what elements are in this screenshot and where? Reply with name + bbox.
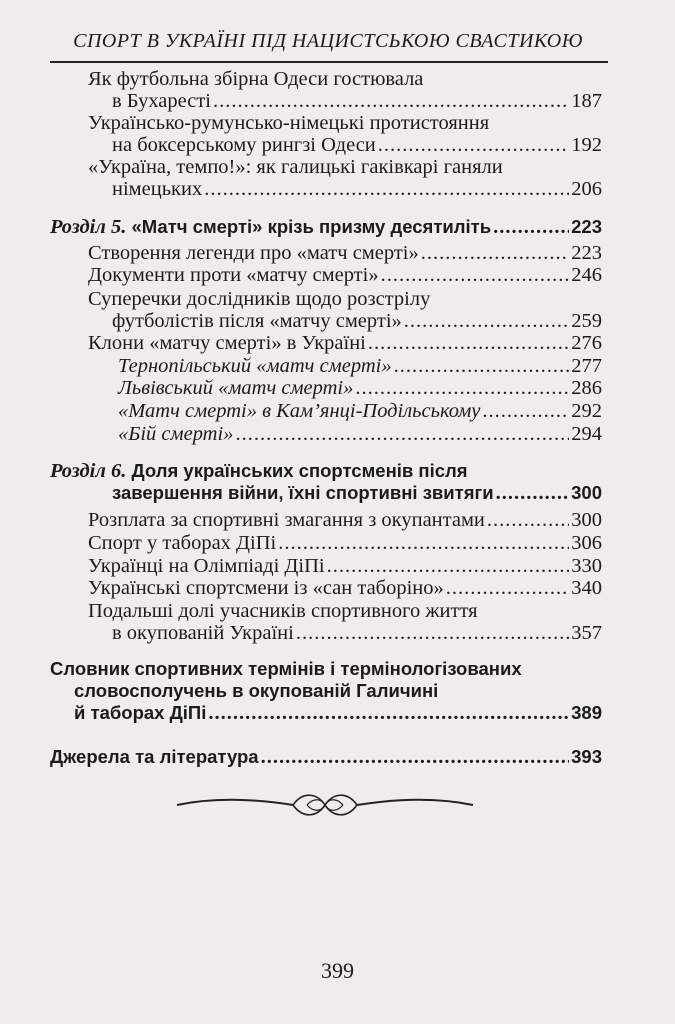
toc-subentry: [50, 423, 602, 445]
toc-section: [50, 658, 602, 724]
toc-entry-title: Створення легенди про «матч смерті»: [88, 242, 419, 264]
toc-page-number: 292: [571, 400, 602, 422]
toc-subentry-title: «Бій смерті»: [118, 423, 234, 445]
toc-page-number: 389: [571, 702, 602, 723]
toc-entry-title: Розплата за спортивні змагання з окупантами: [88, 509, 485, 531]
leader-dots: [204, 178, 569, 200]
chapter-label: Розділ 5.: [50, 216, 127, 238]
toc-entry-title: Як футбольна збірна Одеси гостювала: [88, 68, 424, 90]
leader-dots: [404, 310, 569, 332]
leader-dots: [496, 482, 570, 504]
leader-dots: [394, 355, 570, 377]
leader-dots: [278, 532, 569, 554]
leader-dots: [487, 509, 569, 531]
toc-entry-title: Українці на Олімпіаді ДіПі: [88, 555, 325, 577]
toc-entry-title: Українсько-румунсько-німецькі протистояння: [88, 112, 490, 134]
toc-entry: [50, 577, 602, 599]
leader-dots: [482, 400, 569, 422]
toc-page-number: 286: [571, 377, 602, 399]
toc-entry: [50, 242, 602, 264]
toc-chapter: [50, 460, 602, 504]
toc-chapter: [50, 216, 602, 238]
toc-subentry: [50, 400, 602, 422]
leader-dots: [493, 216, 569, 238]
section-title-cont: й таборах ДіПі: [74, 702, 207, 723]
toc-subentry-title: «Матч смерті» в Кам’янці-Подільському: [118, 400, 481, 422]
toc-page-number: 259: [571, 310, 602, 332]
section-title-cont: словосполучень в окупованій Галичині: [74, 680, 439, 701]
toc-entry: [50, 555, 602, 577]
section-title: Словник спортивних термінів і термінологізованих: [50, 658, 522, 679]
toc-page-number: 393: [571, 746, 602, 767]
toc-entry: [50, 112, 602, 156]
toc-page-number: 300: [571, 482, 602, 503]
toc-page-number: 300: [571, 509, 602, 531]
toc-entry-title: Клони «матчу смерті» в Україні: [88, 332, 366, 354]
toc-entry-title-cont: в окупованій Україні: [112, 622, 294, 644]
toc-entry: [50, 532, 602, 554]
toc-entry: [50, 600, 602, 644]
toc-entry-title: Документи проти «матчу смерті»: [88, 264, 379, 286]
toc-page-number: 223: [571, 242, 602, 264]
toc-subentry-title: Тернопільський «матч смерті»: [118, 355, 392, 377]
toc-page-number: 276: [571, 332, 602, 354]
chapter-label: Розділ 6.: [50, 460, 127, 482]
toc-entry-title: Спорт у таборах ДіПі: [88, 532, 277, 554]
chapter-title-cont: завершення війни, їхні спортивні звитяги: [112, 482, 494, 503]
toc-entry: [50, 68, 602, 112]
leader-dots: [296, 622, 569, 644]
toc-page-number: 340: [571, 577, 602, 599]
toc-page-number: 330: [571, 555, 602, 577]
toc-entry-title: «Україна, темпо!»: як галицькі гаківкарі ганяли: [88, 156, 503, 178]
toc-page-number: 294: [571, 423, 602, 445]
leader-dots: [208, 702, 569, 724]
leader-dots: [355, 377, 569, 399]
toc-entry-title: Подальші долі учасників спортивного життя: [88, 600, 478, 622]
chapter-title: «Матч смерті» крізь призму десятиліть: [131, 216, 492, 237]
toc-page-number: 306: [571, 532, 602, 554]
toc-subentry: [50, 355, 602, 377]
toc-subentry-title: Львівський «матч смерті»: [118, 377, 354, 399]
toc-subentry: [50, 377, 602, 399]
chapter-title: Доля українських спортсменів після: [131, 460, 468, 481]
toc-entry: [50, 332, 602, 354]
toc-page-number: 357: [571, 622, 602, 644]
toc-entry-title-cont: футболістів після «матчу смерті»: [112, 310, 402, 332]
toc-entry: [50, 288, 602, 332]
leader-dots: [446, 577, 569, 599]
toc-entry-title-cont: на боксерському рингзі Одеси: [112, 134, 376, 156]
toc-page-number: 277: [571, 355, 602, 377]
toc-entry-title: Суперечки дослідників щодо розстрілу: [88, 288, 431, 310]
toc-entry: [50, 264, 602, 286]
toc-entry: [50, 156, 602, 200]
leader-dots: [235, 423, 569, 445]
page-number: 399: [321, 958, 354, 983]
toc-page-number: 246: [571, 264, 602, 286]
header-rule: [50, 61, 608, 63]
ornament-flourish-icon: [175, 787, 475, 823]
toc-page-number: 192: [571, 134, 602, 156]
toc-page-number: 206: [571, 178, 602, 200]
leader-dots: [327, 555, 570, 577]
leader-dots: [261, 746, 570, 768]
running-head: СПОРТ В УКРАЇНІ ПІД НАЦИСТСЬКОЮ СВАСТИКОЮ: [73, 30, 583, 52]
toc-page-number: 187: [571, 90, 602, 112]
leader-dots: [421, 242, 569, 264]
toc-page-number: 223: [571, 216, 602, 237]
leader-dots: [213, 90, 569, 112]
section-title: Джерела та література: [50, 746, 259, 767]
toc-entry-title-cont: німецьких: [112, 178, 203, 200]
toc-entry-title-cont: в Бухаресті: [112, 90, 212, 112]
toc-entry-title: Українські спортсмени із «сан таборіно»: [88, 577, 444, 599]
toc-section: [50, 746, 602, 768]
toc-entry: [50, 509, 602, 531]
leader-dots: [378, 134, 569, 156]
leader-dots: [381, 264, 570, 286]
leader-dots: [368, 332, 569, 354]
